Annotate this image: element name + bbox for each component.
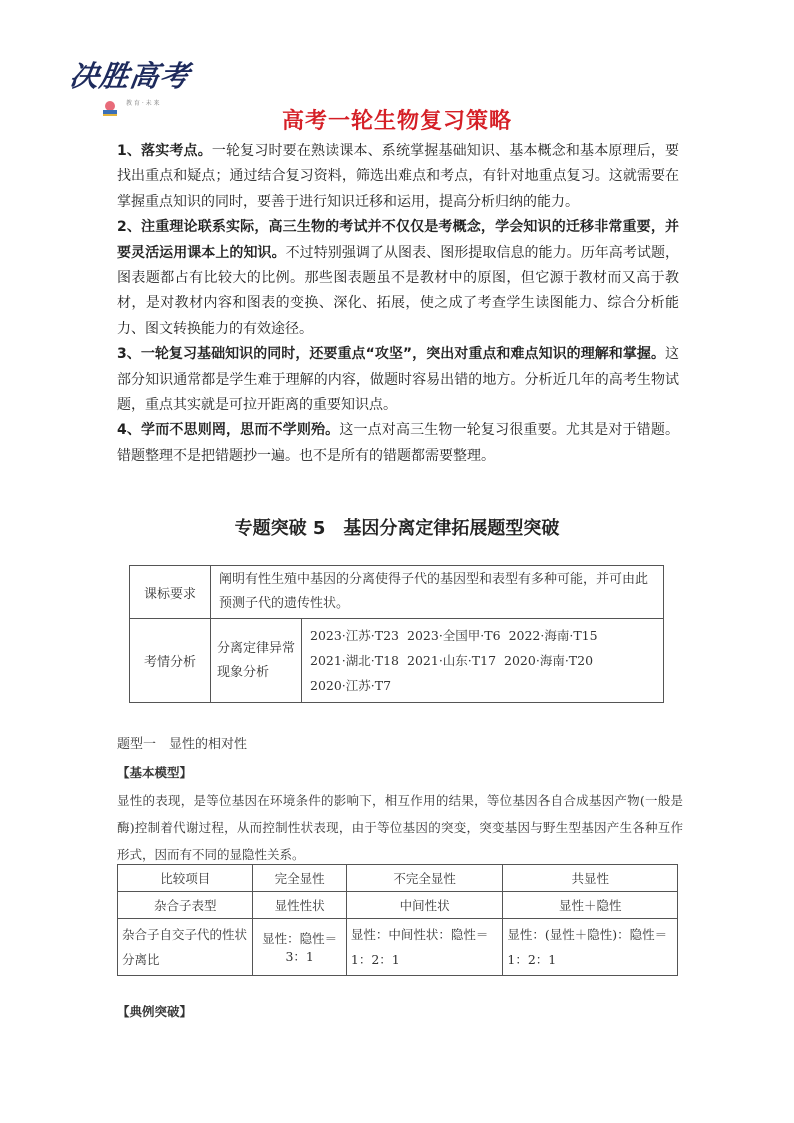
table-cell: 显性：中间性状：隐性＝1：2：1 (346, 919, 503, 976)
strategy-paragraphs (117, 139, 679, 469)
paragraph-4: 4、学而不思则罔，思而不学则殆。这一点对高三生物一轮复习很重要。尤其是对于错题。错题整理不是把错题抄一遍。也不是所有的错题都需要整理。 (117, 422, 679, 464)
exam-item: 2023·江苏·T23 (310, 628, 400, 643)
paragraph-3: 3、一轮复习基础知识的同时，还要重点“攻坚”，突出对重点和难点知识的理解和掌握。这部分知识通常都是学生难于理解的内容，做题时容易出错的地方。分析近几年的高考生物试题，重点其实就是可拉开距离的重要知识点。 (117, 346, 679, 414)
table-cell: 显性：隐性＝3：1 (253, 919, 347, 976)
table-header: 比较项目 (118, 865, 253, 892)
logo-text: 决胜高考 (67, 59, 193, 93)
table-cell: 杂合子自交子代的性状分离比 (118, 919, 253, 976)
curriculum-text: 阐明有性生殖中基因的分离使得子代的基因型和表型有多种可能，并可由此预测子代的遗传性状。 (211, 566, 664, 619)
exam-item: 2022·海南·T15 (508, 628, 598, 643)
exam-item: 2020·海南·T20 (504, 653, 594, 668)
paragraph-2: 2、注重理论联系实际，高三生物的考试并不仅仅是考概念，学会知识的迁移非常重要，并要灵活运用课本上的知识。不过特别强调了从图表、图形提取信息的能力。历年高考试题，图表题都占有比较大的比例。那些图表题虽不是教材中的原图，但它源于教材而又高于教材，是对教材内容和图表的变换、深化、拓展，使之成了考查学生读图能力、综合分析能力、图文转换能力的有效途径。 (117, 219, 680, 337)
curriculum-table (129, 565, 664, 703)
exam-item: 2020·江苏·T7 (310, 678, 392, 693)
table-cell: 杂合子表型 (118, 892, 253, 919)
table-header: 不完全显性 (346, 865, 503, 892)
exam-item: 2021·山东·T17 (407, 653, 497, 668)
curriculum-label: 课标要求 (130, 566, 211, 619)
type-heading: 题型一 显性的相对性 (117, 737, 248, 752)
basic-model-label: 【基本模型】 (117, 765, 193, 780)
table-header: 共显性 (503, 865, 678, 892)
table-cell: 中间性状 (346, 892, 503, 919)
section-title: 专题突破 5 基因分离定律拓展题型突破 (234, 518, 560, 539)
logo-subtitle: 教 育 · 未 来 (126, 100, 160, 107)
example-label: 【典例突破】 (117, 1004, 193, 1019)
exam-list (302, 619, 664, 703)
exam-item: 2021·湖北·T18 (310, 653, 400, 668)
table-cell: 显性＋隐性 (503, 892, 678, 919)
table-cell: 显性性状 (253, 892, 347, 919)
basic-model-text: 显性的表现，是等位基因在环境条件的影响下，相互作用的结果，等位基因各自合成基因产物(一般是酶)控制着代谢过程，从而控制性状表现，由于等位基因的突变，突变基因与野生型基因产生各种互作形式，因而有不同的显隐性关系。 (117, 793, 683, 862)
exam-topic: 分离定律异常现象分析 (211, 619, 302, 703)
dominance-comparison-table (117, 864, 678, 976)
table-cell: 显性：(显性＋隐性)：隐性＝1：2：1 (503, 919, 678, 976)
paragraph-1: 1、落实考点。一轮复习时要在熟读课本、系统掌握基础知识、基本概念和基本原理后，要找出重点和疑点；通过结合复习资料，筛选出难点和考点，有针对地重点复习。这就需要在掌握重点知识的同时，要善于进行知识迁移和运用，提高分析归纳的能力。 (117, 143, 680, 210)
exam-analysis-label: 考情分析 (130, 619, 211, 703)
exam-item: 2023·全国甲·T6 (407, 628, 501, 643)
page-title: 高考一轮生物复习策略 (281, 109, 512, 134)
table-header: 完全显性 (253, 865, 347, 892)
